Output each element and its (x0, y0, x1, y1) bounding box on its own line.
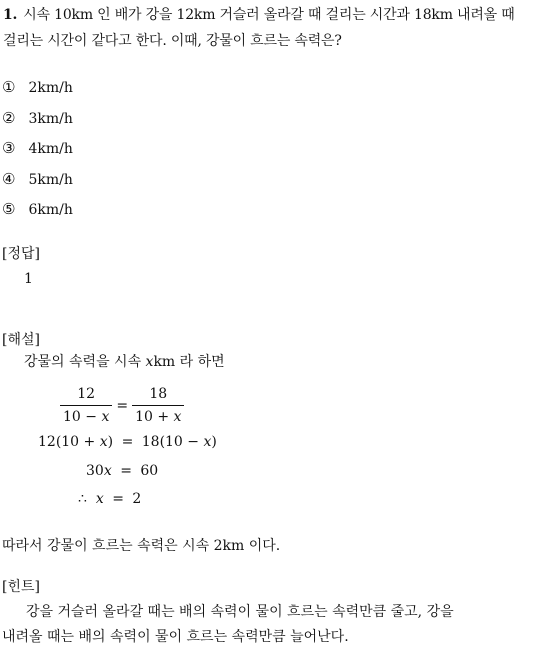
answer-label: [정답] (2, 246, 40, 262)
hint-line-1: 강을 거슬러 올라갈 때는 배의 속력이 물이 흐르는 속력만큼 줄고, 강을 (26, 604, 454, 620)
choice-text: 4km/h (28, 141, 73, 157)
solution-intro-pre: 강물의 속력을 시속 (24, 354, 146, 370)
fraction-left (60, 386, 112, 425)
choice-5[interactable] (2, 198, 73, 229)
eq3-lhs-var: x (103, 463, 112, 479)
eq2-lhs-var: x (99, 434, 108, 450)
eq3-lhs-pre: 30 (86, 463, 104, 479)
choice-2[interactable] (2, 107, 73, 138)
solution-intro (24, 352, 225, 372)
fraction-right-den-var: x (173, 409, 182, 425)
eq4-rhs: 2 (132, 491, 142, 507)
fraction-left-denominator (60, 406, 112, 425)
choice-list (2, 76, 73, 229)
fraction-right (132, 386, 184, 425)
choice-4[interactable] (2, 168, 73, 199)
choice-3[interactable] (2, 137, 73, 168)
eq4-var: x (95, 491, 104, 507)
solution-intro-post: km 라 하면 (153, 354, 225, 370)
choice-1[interactable] (2, 76, 73, 107)
choice-mark: ④ (2, 169, 16, 188)
fraction-left-den-var: x (101, 409, 110, 425)
equals-sign: = (112, 491, 124, 507)
hint-line-2: 내려올 때는 배의 속력이 물이 흐르는 속력만큼 늘어난다. (2, 629, 349, 645)
choice-mark: ② (2, 108, 16, 127)
equation-simplify (86, 463, 158, 479)
fraction-left-numerator: 12 (60, 386, 112, 406)
choice-mark: ③ (2, 139, 16, 157)
hint-text (2, 600, 532, 650)
choice-mark: ① (2, 78, 16, 96)
eq3-rhs: 60 (140, 463, 159, 479)
equals-sign: = (116, 397, 129, 414)
equals-sign: = (120, 463, 132, 479)
question-number: 1. (3, 7, 18, 23)
choice-text: 5km/h (28, 171, 73, 188)
eq2-rhs-post: ) (211, 434, 217, 450)
answer-value: 1 (24, 271, 33, 287)
fraction-right-den-pre: 10 + (135, 409, 174, 425)
eq2-lhs-pre: 12(10 + (38, 434, 100, 450)
solution-intro-var: x (145, 354, 154, 370)
equation-result (78, 491, 141, 507)
fraction-right-denominator (132, 406, 184, 425)
eq2-rhs-pre: 18(10 − (141, 434, 204, 450)
solution-label: [해설] (2, 332, 40, 348)
choice-mark: ⑤ (2, 200, 16, 218)
hint-label: [힌트] (2, 579, 40, 595)
question-text: 시속 10km 인 배가 강을 12km 거슬러 올라갈 때 걸리는 시간과 18km 내려올 때 걸리는 시간이 같다고 한다. 이때, 강물이 흐르는 속력은? (3, 7, 515, 49)
equation-expand (38, 434, 217, 450)
fraction-left-den-pre: 10 − (63, 409, 102, 425)
therefore-symbol: ∴ (78, 491, 87, 507)
equals-sign: = (121, 434, 134, 450)
question (3, 2, 529, 54)
eq2-rhs-var: x (203, 434, 212, 450)
choice-text: 2km/h (28, 80, 73, 96)
choice-text: 3km/h (28, 110, 73, 127)
choice-text: 6km/h (28, 202, 73, 218)
solution-conclusion: 따라서 강물이 흐르는 속력은 시속 2km 이다. (2, 538, 281, 554)
equation-fraction (60, 386, 184, 425)
eq2-lhs-post: ) (107, 434, 114, 450)
fraction-right-numerator: 18 (132, 386, 184, 406)
